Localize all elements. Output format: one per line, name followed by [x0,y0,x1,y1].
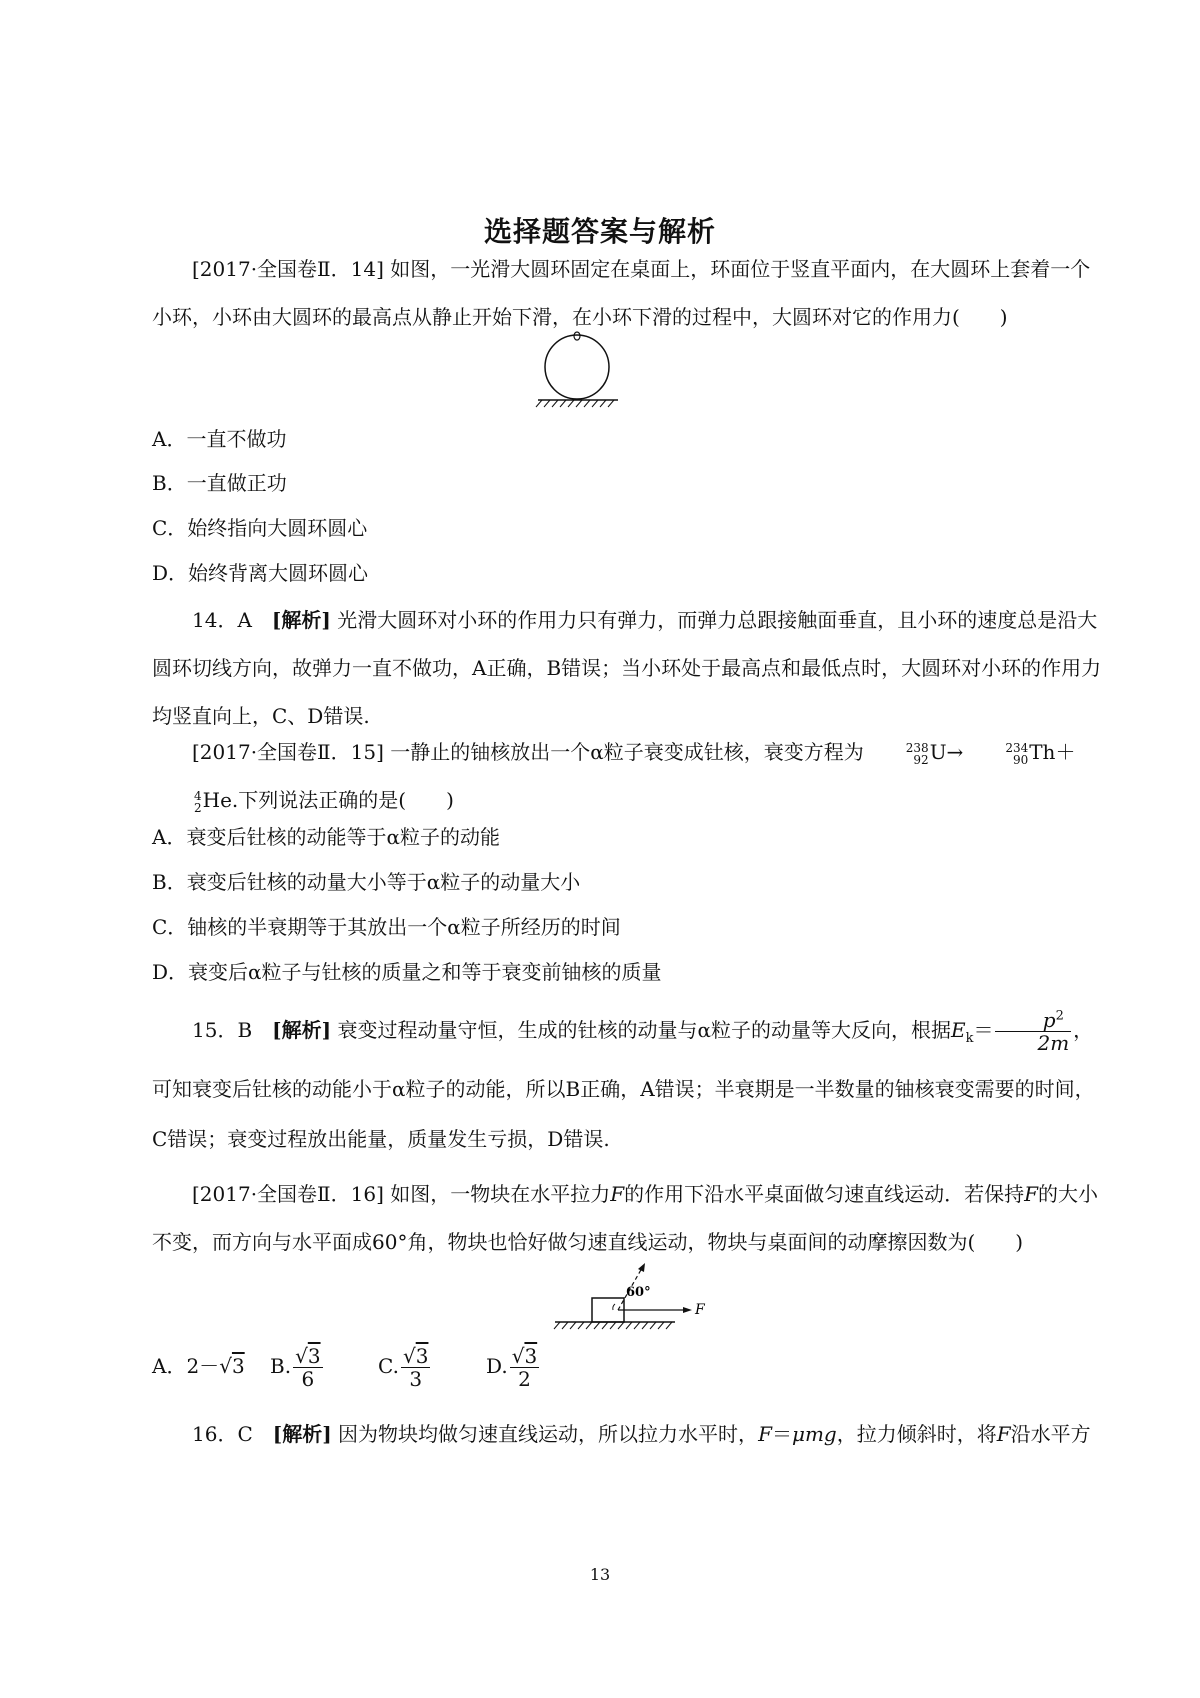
question-15-option-a: A．衰变后钍核的动能等于α粒子的动能 [152,825,500,849]
small-ring [574,332,580,340]
question-14-option-b: B．一直做正功 [152,471,287,495]
analysis-label: [解析] [272,1422,332,1446]
question-15-option-c: C．铀核的半衰期等于其放出一个α粒子所经历的时间 [152,915,621,939]
helium-nuclide-indices: 4 2 [194,788,202,815]
block-force-figure [550,1262,725,1342]
answer-15: 15．B [192,1018,273,1042]
uranium-symbol: U [929,740,947,764]
force-label: F [695,1302,705,1318]
question-15-stem: [2017·全国卷Ⅱ．15] 一静止的铀核放出一个α粒子衰变成钍核，衰变方程为 238 92 U→ 234 90 Th＋ 4 2 He.下列说法正确的是( ) [152,728,1102,824]
question-16-source: [2017·全国卷Ⅱ．16] [192,1182,384,1206]
question-14-analysis: 14．A [解析] 光滑大圆环对小环的作用力只有弹力，而弹力总跟接触面垂直，且小环的速度总是沿大圆环切线方向，故弹力一直不做功，A正确，B错误；当小环处于最高点和最低点时，大圆环对小环的作用力均竖直向上，C、D错误. [152,608,1102,728]
question-15-analysis: 15．B [解析] 衰变过程动量守恒，生成的钍核的动量与α粒子的动量等大反向，根据$E_k=$ $\frac{p^2}{2m}$ ，可知衰变后钍核的动能小于α粒子的动能，所以B正确，A错误；半衰期是一半数量的铀核衰变需要的时间，C错误；衰变过程放出能量，质量发生亏损，D错误. [152,1008,1095,1151]
question-14-stem: [2017·全国卷Ⅱ．14] 如图，一光滑大圆环固定在桌面上，环面位于竖直平面内，在大圆环上套着一个小环，小环由大圆环的最高点从静止开始下滑，在小环下滑的过程中，大圆环对它的作用力( ) [152,257,1091,329]
kinetic-energy-symbol: E [950,1018,966,1042]
question-16-stem: [2017·全国卷Ⅱ．16] 如图，一物块在水平拉力F的作用下沿水平桌面做匀速直线运动．若保持F的大小不变，而方向与水平面成60°角，物块也恰好做匀速直线运动，物块与桌面间的动摩擦因数为( ) [152,1182,1099,1254]
question-16-analysis: 16．C [解析] 因为物块均做匀速直线运动，所以拉力水平时，F＝μmg，拉力倾斜时，将F沿水平方 [192,1422,1091,1446]
question-14-option-c: C．始终指向大圆环圆心 [152,516,368,540]
analysis-label: [解析] [272,1018,332,1042]
question-14-option-a: A．一直不做功 [152,427,287,451]
kinetic-energy-fraction: $\frac{p^2}{2m}$ [995,1009,1071,1054]
large-ring [545,335,609,399]
question-15-option-d: D．衰变后α粒子与钍核的质量之和等于衰变前铀核的质量 [152,960,662,984]
helium-symbol: He [202,788,232,812]
question-16-option-a: A．2－√3 [152,1354,245,1378]
page-number: 13 [589,1565,611,1584]
thorium-nuclide-indices: 234 90 [1005,740,1029,767]
thorium-symbol: Th [1029,740,1056,764]
uranium-nuclide-indices: 238 92 [905,740,929,767]
question-16-options [152,1345,752,1390]
page-title: 选择题答案与解析 [483,215,716,248]
reaction-arrow: → [946,740,964,764]
question-15-source: [2017·全国卷Ⅱ．15] [192,740,384,764]
question-14-source: [2017·全国卷Ⅱ．14] [192,257,384,281]
question-16-option-b: B. $\frac{√3}{6}$ [270,1344,321,1391]
answer-14: 14．A [192,608,272,632]
answer-16: 16．C [192,1422,273,1446]
ring-on-table-figure [520,330,650,410]
question-16-option-c: C. $\frac{√3}{3}$ [378,1344,429,1391]
angle-arc [613,1304,615,1310]
analysis-label: [解析] [271,608,331,632]
question-15-option-b: B．衰变后钍核的动量大小等于α粒子的动量大小 [152,870,581,894]
angle-label: 60° [626,1285,651,1300]
question-16-option-d: D. $\frac{√3}{2}$ [486,1344,538,1391]
question-14-option-d: D．始终背离大圆环圆心 [152,561,369,585]
